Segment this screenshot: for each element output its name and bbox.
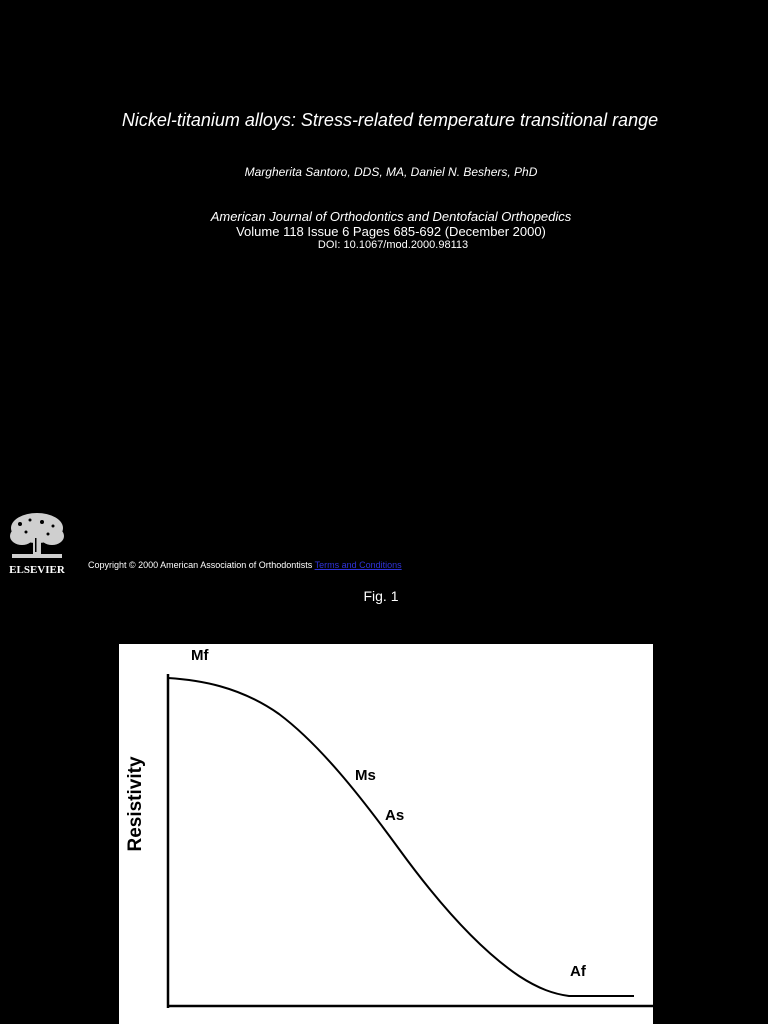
terms-and-conditions-link[interactable]: Terms and Conditions xyxy=(314,560,402,570)
resistivity-curve xyxy=(168,678,634,996)
journal-name: American Journal of Orthodontics and Dentofacial Orthopedics xyxy=(210,209,572,224)
elsevier-logo xyxy=(8,510,66,576)
figure-label: Fig. 1 xyxy=(363,588,399,604)
figure-image xyxy=(119,644,653,1024)
article-authors: Margherita Santoro, DDS, MA, Daniel N. Beshers, PhD xyxy=(244,165,538,179)
journal-volume: Volume 118 Issue 6 Pages 685-692 (December 2000) xyxy=(236,224,546,239)
resistivity-chart xyxy=(119,644,653,1024)
article-doi: DOI: 10.1067/mod.2000.98113 xyxy=(317,239,469,251)
annotation-mf: Mf xyxy=(191,647,209,664)
elsevier-logo-text: ELSEVIER xyxy=(9,564,65,576)
y-axis-label: Resistivity xyxy=(125,756,146,852)
copyright-line xyxy=(88,560,402,570)
annotation-as: As xyxy=(385,807,405,824)
annotation-af: Af xyxy=(570,963,586,980)
annotation-ms: Ms xyxy=(355,767,376,784)
copyright-text: Copyright © 2000 American Association of Orthodontists xyxy=(88,560,313,570)
article-title: Nickel-titanium alloys: Stress-related temperature transitional range xyxy=(121,110,659,130)
